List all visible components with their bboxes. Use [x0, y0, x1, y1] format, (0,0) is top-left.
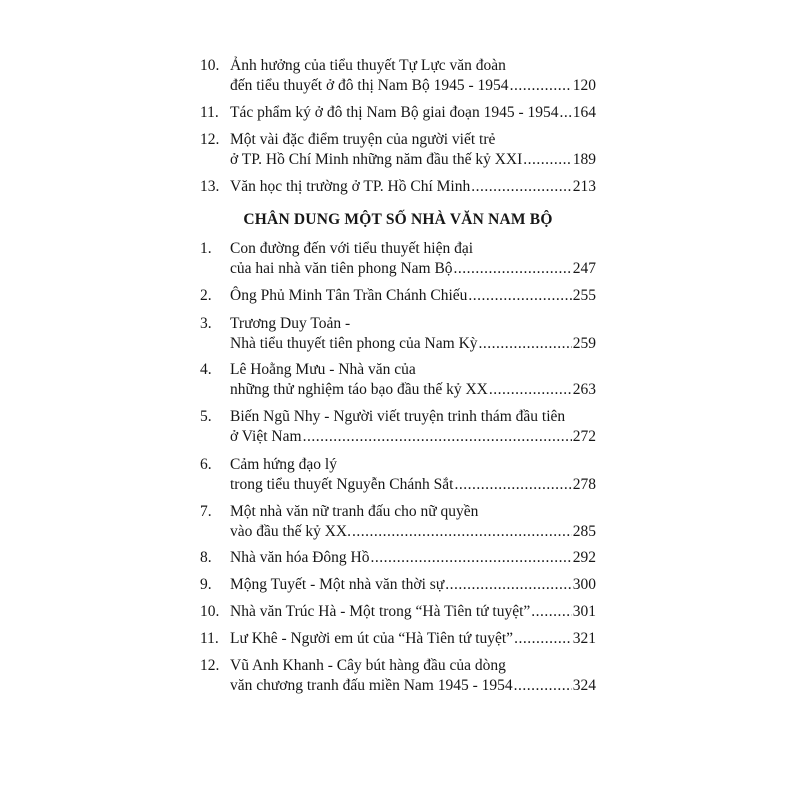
entry-title-line: Nhà tiểu thuyết tiên phong của Nam Kỳ — [230, 335, 478, 352]
entry-title-line: Nhà văn hóa Đông Hồ — [230, 549, 370, 566]
toc-entry-11 — [200, 103, 596, 123]
toc-entry-10b — [200, 602, 596, 622]
dot-leader — [352, 522, 572, 542]
toc-entry-13 — [200, 177, 596, 197]
entry-title-line: của hai nhà văn tiên phong Nam Bộ — [230, 260, 453, 277]
entry-number: 12. — [200, 131, 220, 148]
page-number: 324 — [572, 677, 596, 694]
dot-leader — [489, 380, 572, 400]
page-number: 120 — [572, 77, 596, 94]
dot-leader — [559, 103, 571, 123]
dot-leader — [445, 575, 572, 595]
entry-title-line: Biến Ngũ Nhy - Người viết truyện trinh thám đầu tiên — [230, 408, 566, 425]
toc-entry-11b — [200, 629, 596, 649]
toc-entry-12b — [200, 656, 596, 696]
entry-title-line: Vũ Anh Khanh - Cây bút hàng đầu của dòng — [230, 657, 506, 674]
entry-title-line: Trương Duy Toản - — [230, 315, 351, 332]
entry-title-line: Ông Phủ Minh Tân Trần Chánh Chiếu — [230, 287, 468, 304]
page-number: 164 — [572, 104, 596, 121]
page-number: 285 — [572, 523, 596, 540]
toc-entry-8 — [200, 548, 596, 568]
entry-title-line: văn chương tranh đấu miền Nam 1945 - 1954 — [230, 677, 513, 694]
dot-leader — [523, 150, 571, 170]
entry-title-line: Cảm hứng đạo lý — [230, 456, 337, 473]
toc-entry-3 — [200, 314, 596, 354]
entry-number: 10. — [200, 57, 220, 74]
toc-entry-12 — [200, 130, 596, 170]
entry-title-line: đến tiểu thuyết ở đô thị Nam Bộ 1945 - 1954 — [230, 77, 509, 94]
entry-title-line: vào đầu thế kỷ XX. — [230, 523, 351, 540]
page-number: 247 — [572, 260, 596, 277]
entry-number: 11. — [200, 630, 219, 647]
entry-title-line: Tác phẩm ký ở đô thị Nam Bộ giai đoạn 1945 - 1954 — [230, 104, 559, 121]
entry-number: 7. — [200, 503, 212, 520]
dot-leader — [468, 286, 571, 306]
entry-title-line: những thử nghiệm táo bạo đầu thế kỷ XX — [230, 381, 488, 398]
dot-leader — [454, 475, 571, 495]
page-number: 301 — [572, 603, 596, 620]
page-number: 278 — [572, 476, 596, 493]
entry-title-line: Mộng Tuyết - Một nhà văn thời sự — [230, 576, 445, 593]
toc-entry-4 — [200, 360, 596, 400]
toc-entry-1 — [200, 239, 596, 279]
dot-leader — [370, 548, 571, 568]
section-heading: CHÂN DUNG MỘT SỐ NHÀ VĂN NAM BỘ — [243, 211, 553, 228]
entry-number: 6. — [200, 456, 212, 473]
page-number: 263 — [572, 381, 596, 398]
entry-title-line: Ảnh hưởng của tiểu thuyết Tự Lực văn đoàn — [230, 57, 506, 74]
entry-number: 5. — [200, 408, 212, 425]
page-number: 321 — [572, 630, 596, 647]
entry-number: 10. — [200, 603, 220, 620]
entry-title-line: Lư Khê - Người em út của “Hà Tiên tứ tuyệt” — [230, 630, 514, 647]
entry-title-line: Lê Hoằng Mưu - Nhà văn của — [230, 361, 416, 378]
dot-leader — [514, 629, 572, 649]
dot-leader — [514, 676, 572, 696]
page-number: 300 — [572, 576, 596, 593]
page-number: 189 — [572, 151, 596, 168]
entry-number: 13. — [200, 178, 220, 195]
page-number: 255 — [572, 287, 596, 304]
entry-title-line: Một nhà văn nữ tranh đấu cho nữ quyền — [230, 503, 479, 520]
dot-leader — [454, 259, 572, 279]
toc-entry-2 — [200, 286, 596, 306]
entry-number: 3. — [200, 315, 212, 332]
entry-title-line: Con đường đến với tiểu thuyết hiện đại — [230, 240, 474, 257]
entry-number: 8. — [200, 549, 212, 566]
entry-title-line: Một vài đặc điểm truyện của người viết trẻ — [230, 131, 496, 148]
toc-entry-9 — [200, 575, 596, 595]
entry-title-line: Văn học thị trường ở TP. Hồ Chí Minh — [230, 178, 471, 195]
toc-entry-7 — [200, 502, 596, 542]
page-number: 272 — [572, 428, 596, 445]
page-number: 292 — [572, 549, 596, 566]
entry-title-line: Nhà văn Trúc Hà - Một trong “Hà Tiên tứ tuyệt” — [230, 603, 531, 620]
dot-leader — [303, 427, 572, 447]
entry-number: 12. — [200, 657, 220, 674]
entry-number: 4. — [200, 361, 212, 378]
dot-leader — [471, 177, 572, 197]
toc-entry-6 — [200, 455, 596, 495]
dot-leader — [531, 602, 571, 622]
toc-entry-10 — [200, 56, 596, 96]
entry-number: 9. — [200, 576, 212, 593]
entry-number: 2. — [200, 287, 212, 304]
page-number: 259 — [572, 335, 596, 352]
entry-number: 11. — [200, 104, 219, 121]
toc-entry-5 — [200, 407, 596, 447]
entry-title-line: trong tiểu thuyết Nguyễn Chánh Sắt — [230, 476, 454, 493]
page-number: 213 — [572, 178, 596, 195]
dot-leader — [510, 76, 572, 96]
entry-title-line: ở TP. Hồ Chí Minh những năm đầu thế kỷ XXI — [230, 151, 523, 168]
entry-title-line: ở Việt Nam — [230, 428, 302, 445]
dot-leader — [479, 334, 572, 354]
entry-number: 1. — [200, 240, 212, 257]
